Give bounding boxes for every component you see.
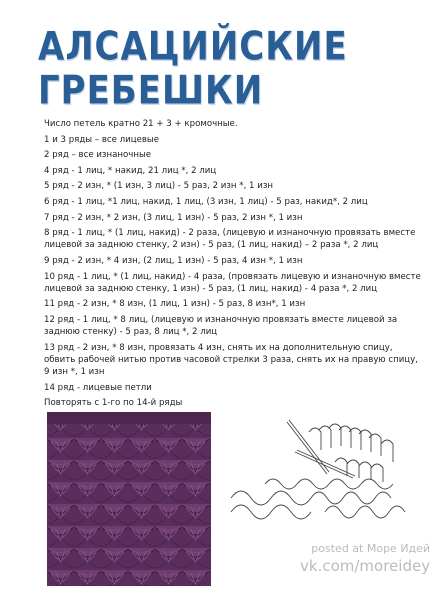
instruction-line: 1 и 3 ряды – все лицевые [44, 134, 159, 145]
instruction-line: 7 ряд - 2 изн, * 2 изн, (3 лиц, 1 изн) - 5 раз, 2 изн *, 1 изн [44, 212, 303, 223]
knitted-swatch-photo [47, 412, 211, 586]
watermark-line-1: posted at Море Идей [311, 542, 431, 555]
instructions-text [44, 118, 424, 413]
instruction-line: 11 ряд - 2 изн, * 8 изн, (1 лиц, 1 изн) - 5 раз, 8 изн*, 1 изн [44, 299, 306, 310]
instruction-line: 2 ряд – все изнаночные [44, 150, 152, 161]
instruction-line: 4 ряд - 1 лиц, * накид, 21 лиц *, 2 лиц [44, 165, 217, 176]
instruction-line: 6 ряд - 1 лиц, *1 лиц, накид, 1 лиц, (3 изн, 1 лиц) - 5 раз, накид*, 2 лиц [44, 196, 368, 207]
instruction-line: 9 ряд - 2 изн, * 4 изн, (2 лиц, 1 изн) - 5 раз, 4 изн *, 1 изн [44, 255, 303, 266]
instruction-line: Число петель кратно 21 + 3 + кромочные. [44, 119, 238, 129]
instruction-line: 5 ряд - 2 изн, * (1 изн, 3 лиц) - 5 раз, 2 изн *, 1 изн [44, 181, 274, 192]
instruction-line: 8 ряд - 1 лиц, * (1 лиц, накид) - 2 раза, (лицевую и изнаночную провязать вместе лицевой за заднюю стенку, 2 изн) - 5 раз, (1 лиц, накид) – 2 раза *, 2 лиц [44, 228, 416, 251]
instruction-line: 12 ряд - 1 лиц, * 8 лиц, (лицевую и изнаночную провязать вместе лицевой за заднюю стенку) - 5 раз, 8 лиц *, 2 лиц [44, 314, 398, 338]
instruction-line: 13 ряд - 2 изн, * 8 изн, провязать 4 изн, снять их на дополнительную спицу, обвить рабочей нитью против часовой стрелки 3 раза, снять их на правую спицу, 9 изн *, 1 изн [44, 342, 418, 378]
title-line-1: АЛСАЦИЙСКИЕ [38, 24, 348, 70]
watermark-line-2: vk.com/moreidey [300, 557, 431, 575]
knitting-needles-diagram [225, 418, 411, 524]
page-title [38, 24, 348, 114]
instruction-line: 10 ряд - 1 лиц, * (1 лиц, накид) - 4 раза, (провязать лицевую и изнаночную вместе лицевой за заднюю стенку, 1 изн) - 5 раз, (1 лиц, накид) - 4 раза *, 2 лиц [44, 271, 421, 294]
title-line-2: ГРЕБЕШКИ [38, 68, 264, 114]
instruction-line: 14 ряд - лицевые петли [44, 382, 152, 393]
watermark [300, 542, 430, 575]
instruction-line: Повторять с 1-го по 14-й ряды [44, 398, 183, 409]
